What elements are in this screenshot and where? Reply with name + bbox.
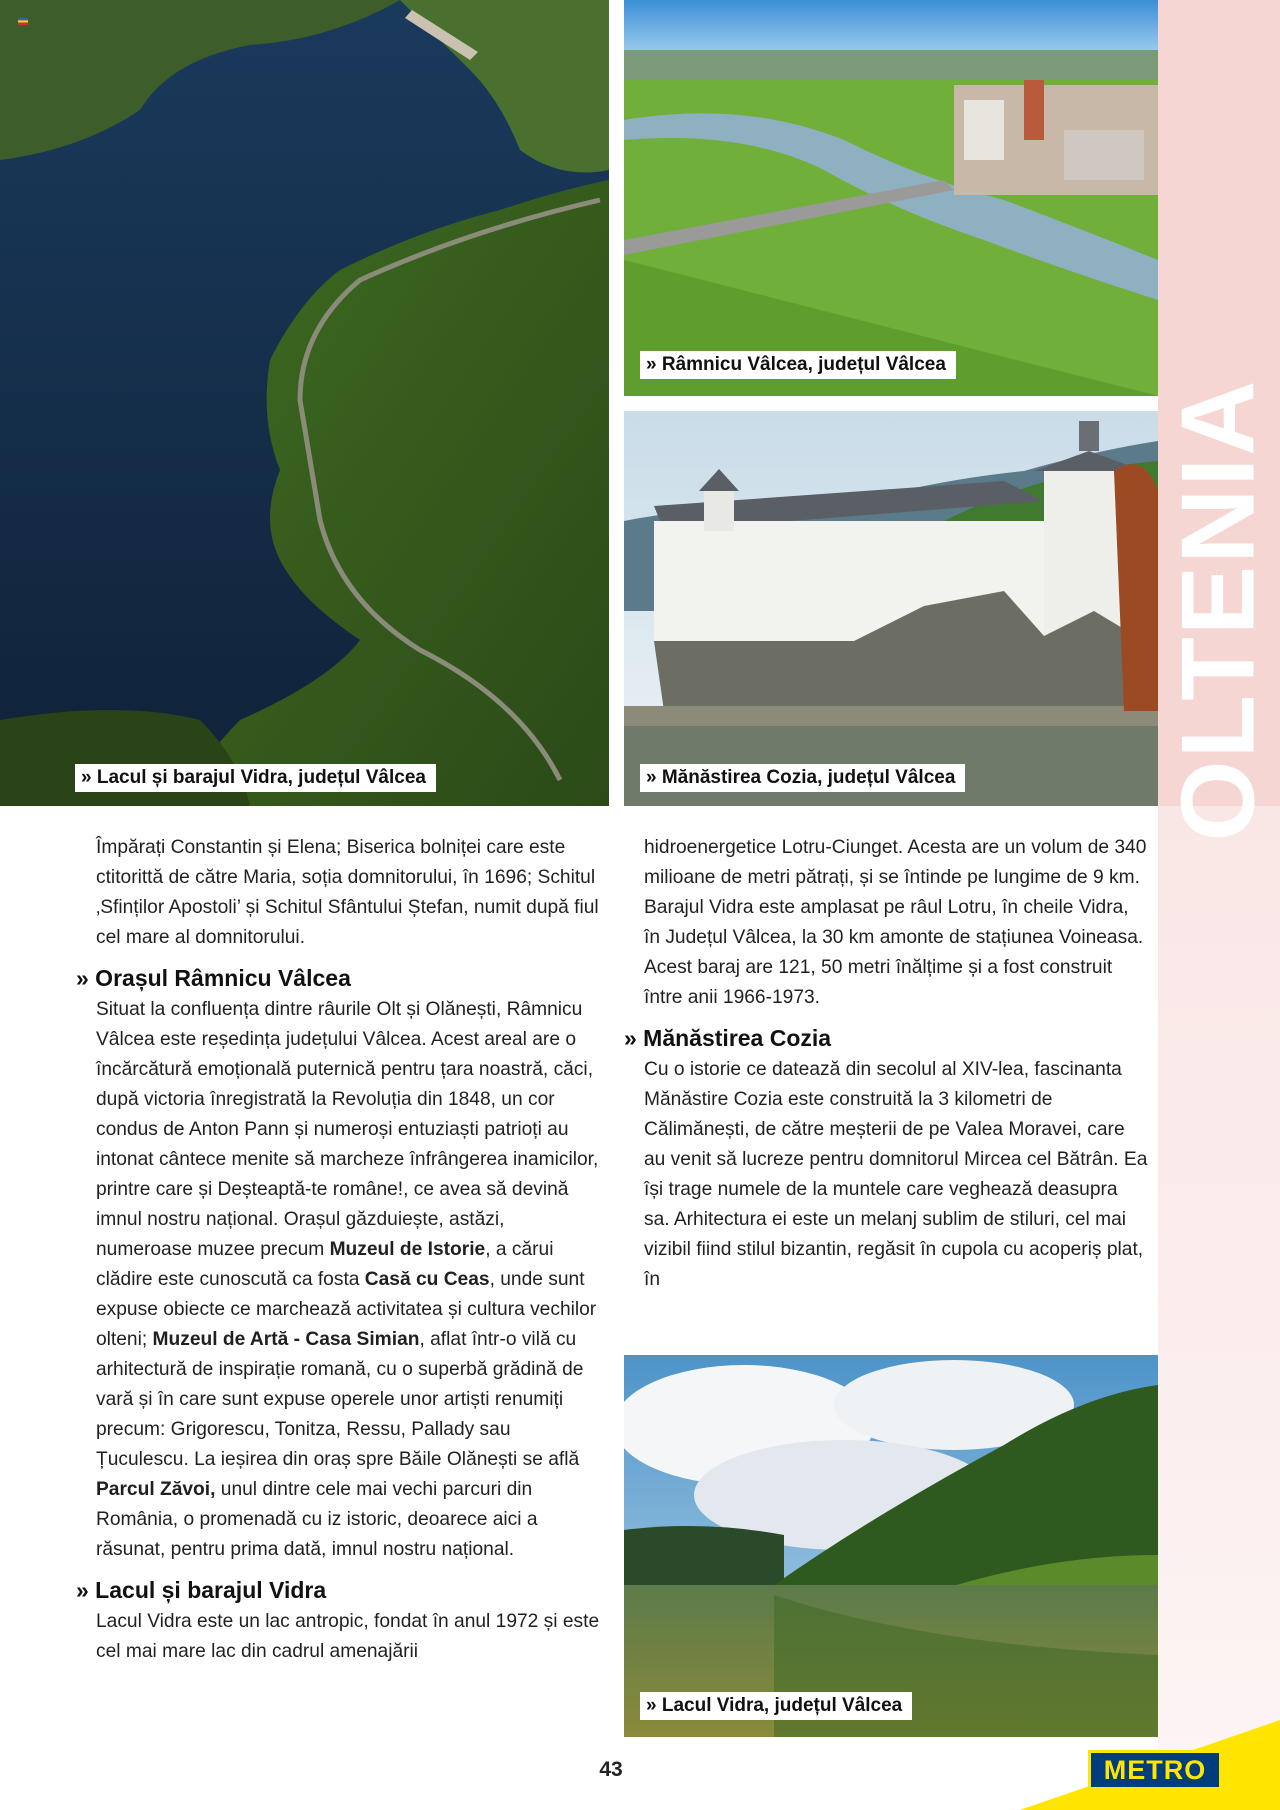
caption-vidra-dam: » Lacul și barajul Vidra, județul Vâlcea	[75, 764, 436, 792]
photo-ramnicu	[624, 0, 1158, 396]
art-museum: Muzeul de Artă - Casa Simian	[152, 1329, 420, 1350]
page-number: 43	[599, 1758, 623, 1781]
vidra-paragraph: Lacul Vidra este un lac antropic, fondat în anul 1972 și este cel mai mare lac din cadrul amenajării	[96, 1611, 600, 1662]
caption-ramnicu: » Râmnicu Vâlcea, județul Vâlcea	[640, 351, 956, 379]
photo-vidra-lake	[624, 1355, 1158, 1737]
region-title: OLTENIA	[1160, 378, 1277, 842]
caption-cozia: » Mănăstirea Cozia, județul Vâlcea	[640, 764, 965, 792]
cozia-paragraph: Cu o istorie ce datează din secolul al XIV-lea, fascinanta Mănăstire Cozia este construită la 3 kilometri de Călimănești, de către meșterii de pe Valea Moravei, care au venit să lucreze pentru domnitorul Mircea cel Bătrân. Ea își trage numele de la muntele care veghează deasupra sa. Arhitectura ei este un melanj sublim de stiluri, cel mai vizibil fiind stilul bizantin, regăsit în cupola cu acoperiș plat, în	[644, 1059, 1148, 1290]
vidra-continued-paragraph: hidroenergetice Lotru-Ciunget. Acesta are un volum de 340 milioane de metri pătrați, și se întinde pe lungime de 9 km. Barajul Vidra este amplasat pe râul Lotru, în cheile Vidra, în Județul Vâlcea, la 30 km amonte de stațiunea Voineasa. Acest baraj are 121, 50 metri înălțime și a fost construit între anii 1966-1973.	[644, 837, 1147, 1008]
heading-ramnicu: » Orașul Râmnicu Vâlcea	[76, 965, 351, 991]
zavoi-park: Parcul Zăvoi,	[96, 1479, 216, 1500]
flag-icon	[18, 18, 28, 25]
heading-cozia: » Mănăstirea Cozia	[624, 1025, 832, 1051]
intro-paragraph: Împărați Constantin și Elena; Biserica bolniței care este ctitorittă de către Maria, soția domnitorului, în 1696; Schitul ‚Sfinților Apostoli’ și Schitul Sfântului Ștefan, numit după fiul cel mare al domnitorului.	[96, 837, 599, 948]
heading-vidra: » Lacul și barajul Vidra	[76, 1577, 327, 1603]
ramnicu-paragraph: Situat la confluența dintre râurile Olt și Olănești, Râmnicu Vâlcea este reședința județului Vâlcea. Acest areal are o încărcătură emoțională puternică pentru țara noastră, căci, după victoria înregistrată la Revoluția din 1848, un cor condus de Anton Pann și numeroși entuziaști patrioți au intonat cântece menite să marcheze înfrângerea inamicilor, printre care și Deșteaptă-te române!, ce avea să devină imnul nostru național. Orașul găzduiește, astăzi, numeroase muzee precum Muzeul de Istorie, a cărui clădire este cunoscută ca fosta Casă cu Ceas, unde sunt expuse obiecte ce marchează activitatea și cultura vechilor olteni; Muzeul de Artă - Casa Simian, aflat într-o vilă cu arhitectură de inspirație romană, cu o superbă grădină de vară și în care sunt expuse operele unor artiști renumiți precum: Grigorescu, Tonitza, Ressu, Pallady sau Țuculescu. La ieșirea din oraș spre Băile Olănești se află Parcul Zăvoi, unul dintre cele mai vechi parcuri din România, o promenadă cu iz istoric, deoarece aici a răsunat, pentru prima dată, imnul nostru național.	[96, 999, 599, 1560]
photo-cozia	[624, 411, 1158, 806]
museum-history: Muzeul de Istorie	[329, 1239, 486, 1260]
left-text-column	[76, 833, 600, 1667]
caption-vidra-lake: » Lacul Vidra, județul Vâlcea	[640, 1692, 912, 1720]
metro-logo: METRO	[1088, 1750, 1222, 1790]
side-band-lower	[1158, 806, 1280, 1810]
clock-house: Casă cu Ceas	[364, 1269, 490, 1290]
right-text-column	[624, 833, 1148, 1295]
photo-vidra-dam	[0, 0, 609, 806]
